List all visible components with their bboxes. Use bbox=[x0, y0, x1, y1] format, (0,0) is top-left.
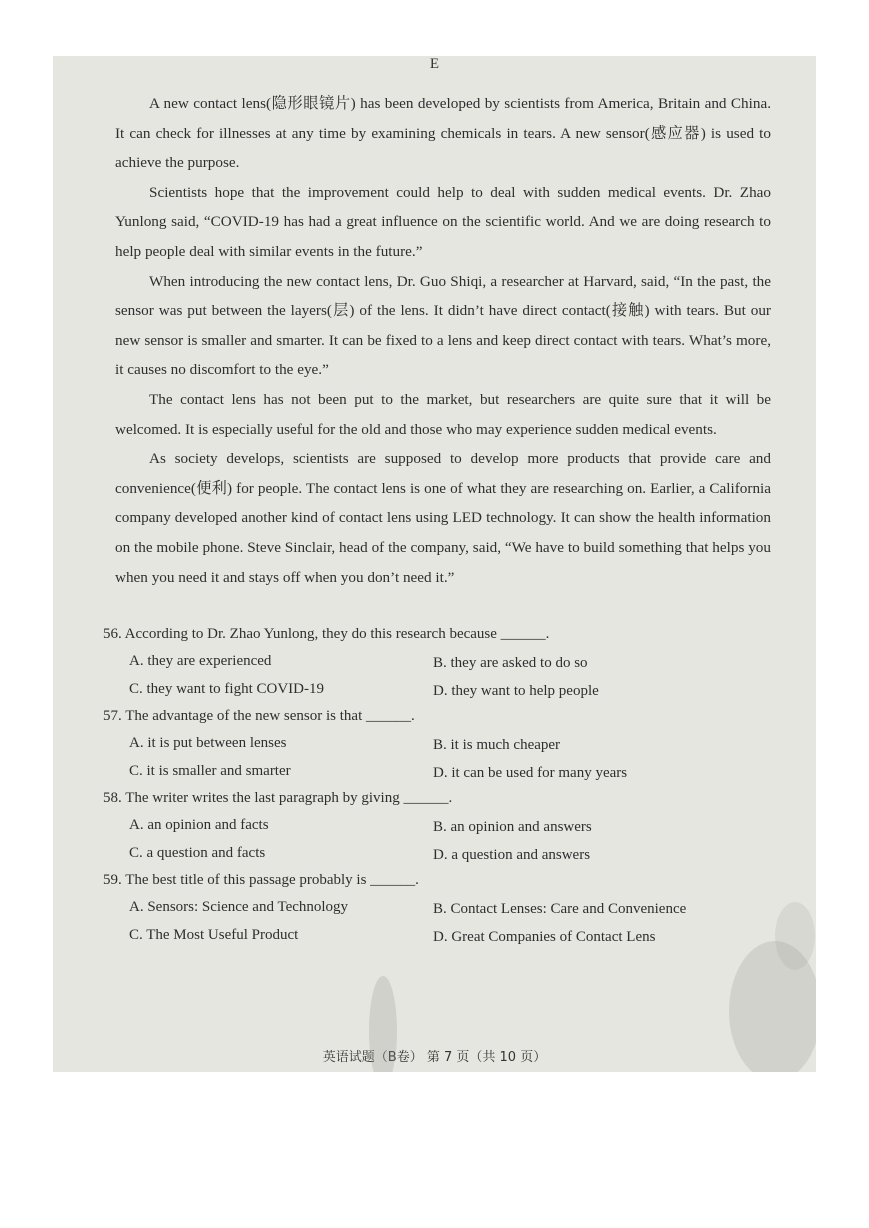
question-58 bbox=[103, 785, 763, 867]
passage-paragraph: When introducing the new contact lens, Dr. Guo Shiqi, a researcher at Harvard, said, “In the past, the sensor was put between the layers(层) of the lens. It didn’t have direct contact(接触) with tears. But our new sensor is smaller and smarter. It can be fixed to a lens and keep direct contact with tears. What’s more, it causes no discomfort to the eye.” bbox=[115, 272, 771, 379]
page-footer: 英语试题（B卷） 第 7 页（共 10 页） bbox=[322, 1050, 547, 1065]
section-title: E bbox=[429, 56, 440, 72]
option-group bbox=[103, 811, 763, 867]
option-b: B. an opinion and answers bbox=[433, 819, 592, 835]
question-56 bbox=[103, 621, 763, 703]
option-c: C. The Most Useful Product bbox=[129, 927, 299, 943]
option-a: A. they are experienced bbox=[129, 653, 272, 669]
option-b: B. it is much cheaper bbox=[433, 737, 561, 753]
option-group bbox=[103, 647, 763, 703]
passage-paragraph: As society develops, scientists are supposed to develop more products that provide care and convenience(便利) for people. The contact lens is one of what they are researching on. Earlier, a California company developed another kind of contact lens using LED technology. It can show the health information on the mobile phone. Steve Sinclair, head of the company, said, “We have to build something that helps you when you need it and stays off when you don’t need it.” bbox=[115, 450, 771, 586]
option-group bbox=[103, 893, 763, 949]
question-stem: 57. The advantage of the new sensor is that ______. bbox=[103, 708, 415, 724]
reading-passage bbox=[115, 89, 771, 592]
question-list bbox=[103, 621, 763, 949]
passage-paragraph: The contact lens has not been put to the market, but researchers are quite sure that it will be welcomed. It is especially useful for the old and those who may experience sudden medical events. bbox=[115, 390, 771, 438]
option-a: A. an opinion and facts bbox=[129, 817, 269, 833]
option-d: D. they want to help people bbox=[433, 683, 599, 699]
smudge-mark bbox=[775, 902, 815, 970]
option-d: D. Great Companies of Contact Lens bbox=[433, 929, 656, 945]
option-b: B. Contact Lenses: Care and Convenience bbox=[433, 901, 687, 917]
option-group bbox=[103, 729, 763, 785]
option-a: A. it is put between lenses bbox=[129, 735, 287, 751]
passage-paragraph: A new contact lens(隐形眼镜片) has been developed by scientists from America, Britain and China. It can check for illnesses at any time by examining chemicals in tears. A new sensor(感应器) is used to achieve the purpose. bbox=[115, 95, 771, 172]
question-59 bbox=[103, 867, 763, 949]
question-stem: 58. The writer writes the last paragraph by giving ______. bbox=[103, 790, 453, 806]
question-stem: 59. The best title of this passage probably is ______. bbox=[103, 872, 419, 888]
option-d: D. a question and answers bbox=[433, 847, 591, 863]
scanned-page bbox=[53, 56, 816, 1072]
option-c: C. a question and facts bbox=[129, 845, 266, 861]
option-b: B. they are asked to do so bbox=[433, 655, 588, 671]
question-57 bbox=[103, 703, 763, 785]
option-d: D. it can be used for many years bbox=[433, 765, 628, 781]
passage-paragraph: Scientists hope that the improvement could help to deal with sudden medical events. Dr. Zhao Yunlong said, “COVID-19 has had a great influence on the scientific world. And we are doing research to help people deal with similar events in the future.” bbox=[115, 183, 771, 260]
question-stem: 56. According to Dr. Zhao Yunlong, they do this research because ______. bbox=[103, 626, 550, 642]
option-a: A. Sensors: Science and Technology bbox=[129, 899, 349, 915]
option-c: C. it is smaller and smarter bbox=[129, 763, 291, 779]
option-c: C. they want to fight COVID-19 bbox=[129, 681, 324, 697]
